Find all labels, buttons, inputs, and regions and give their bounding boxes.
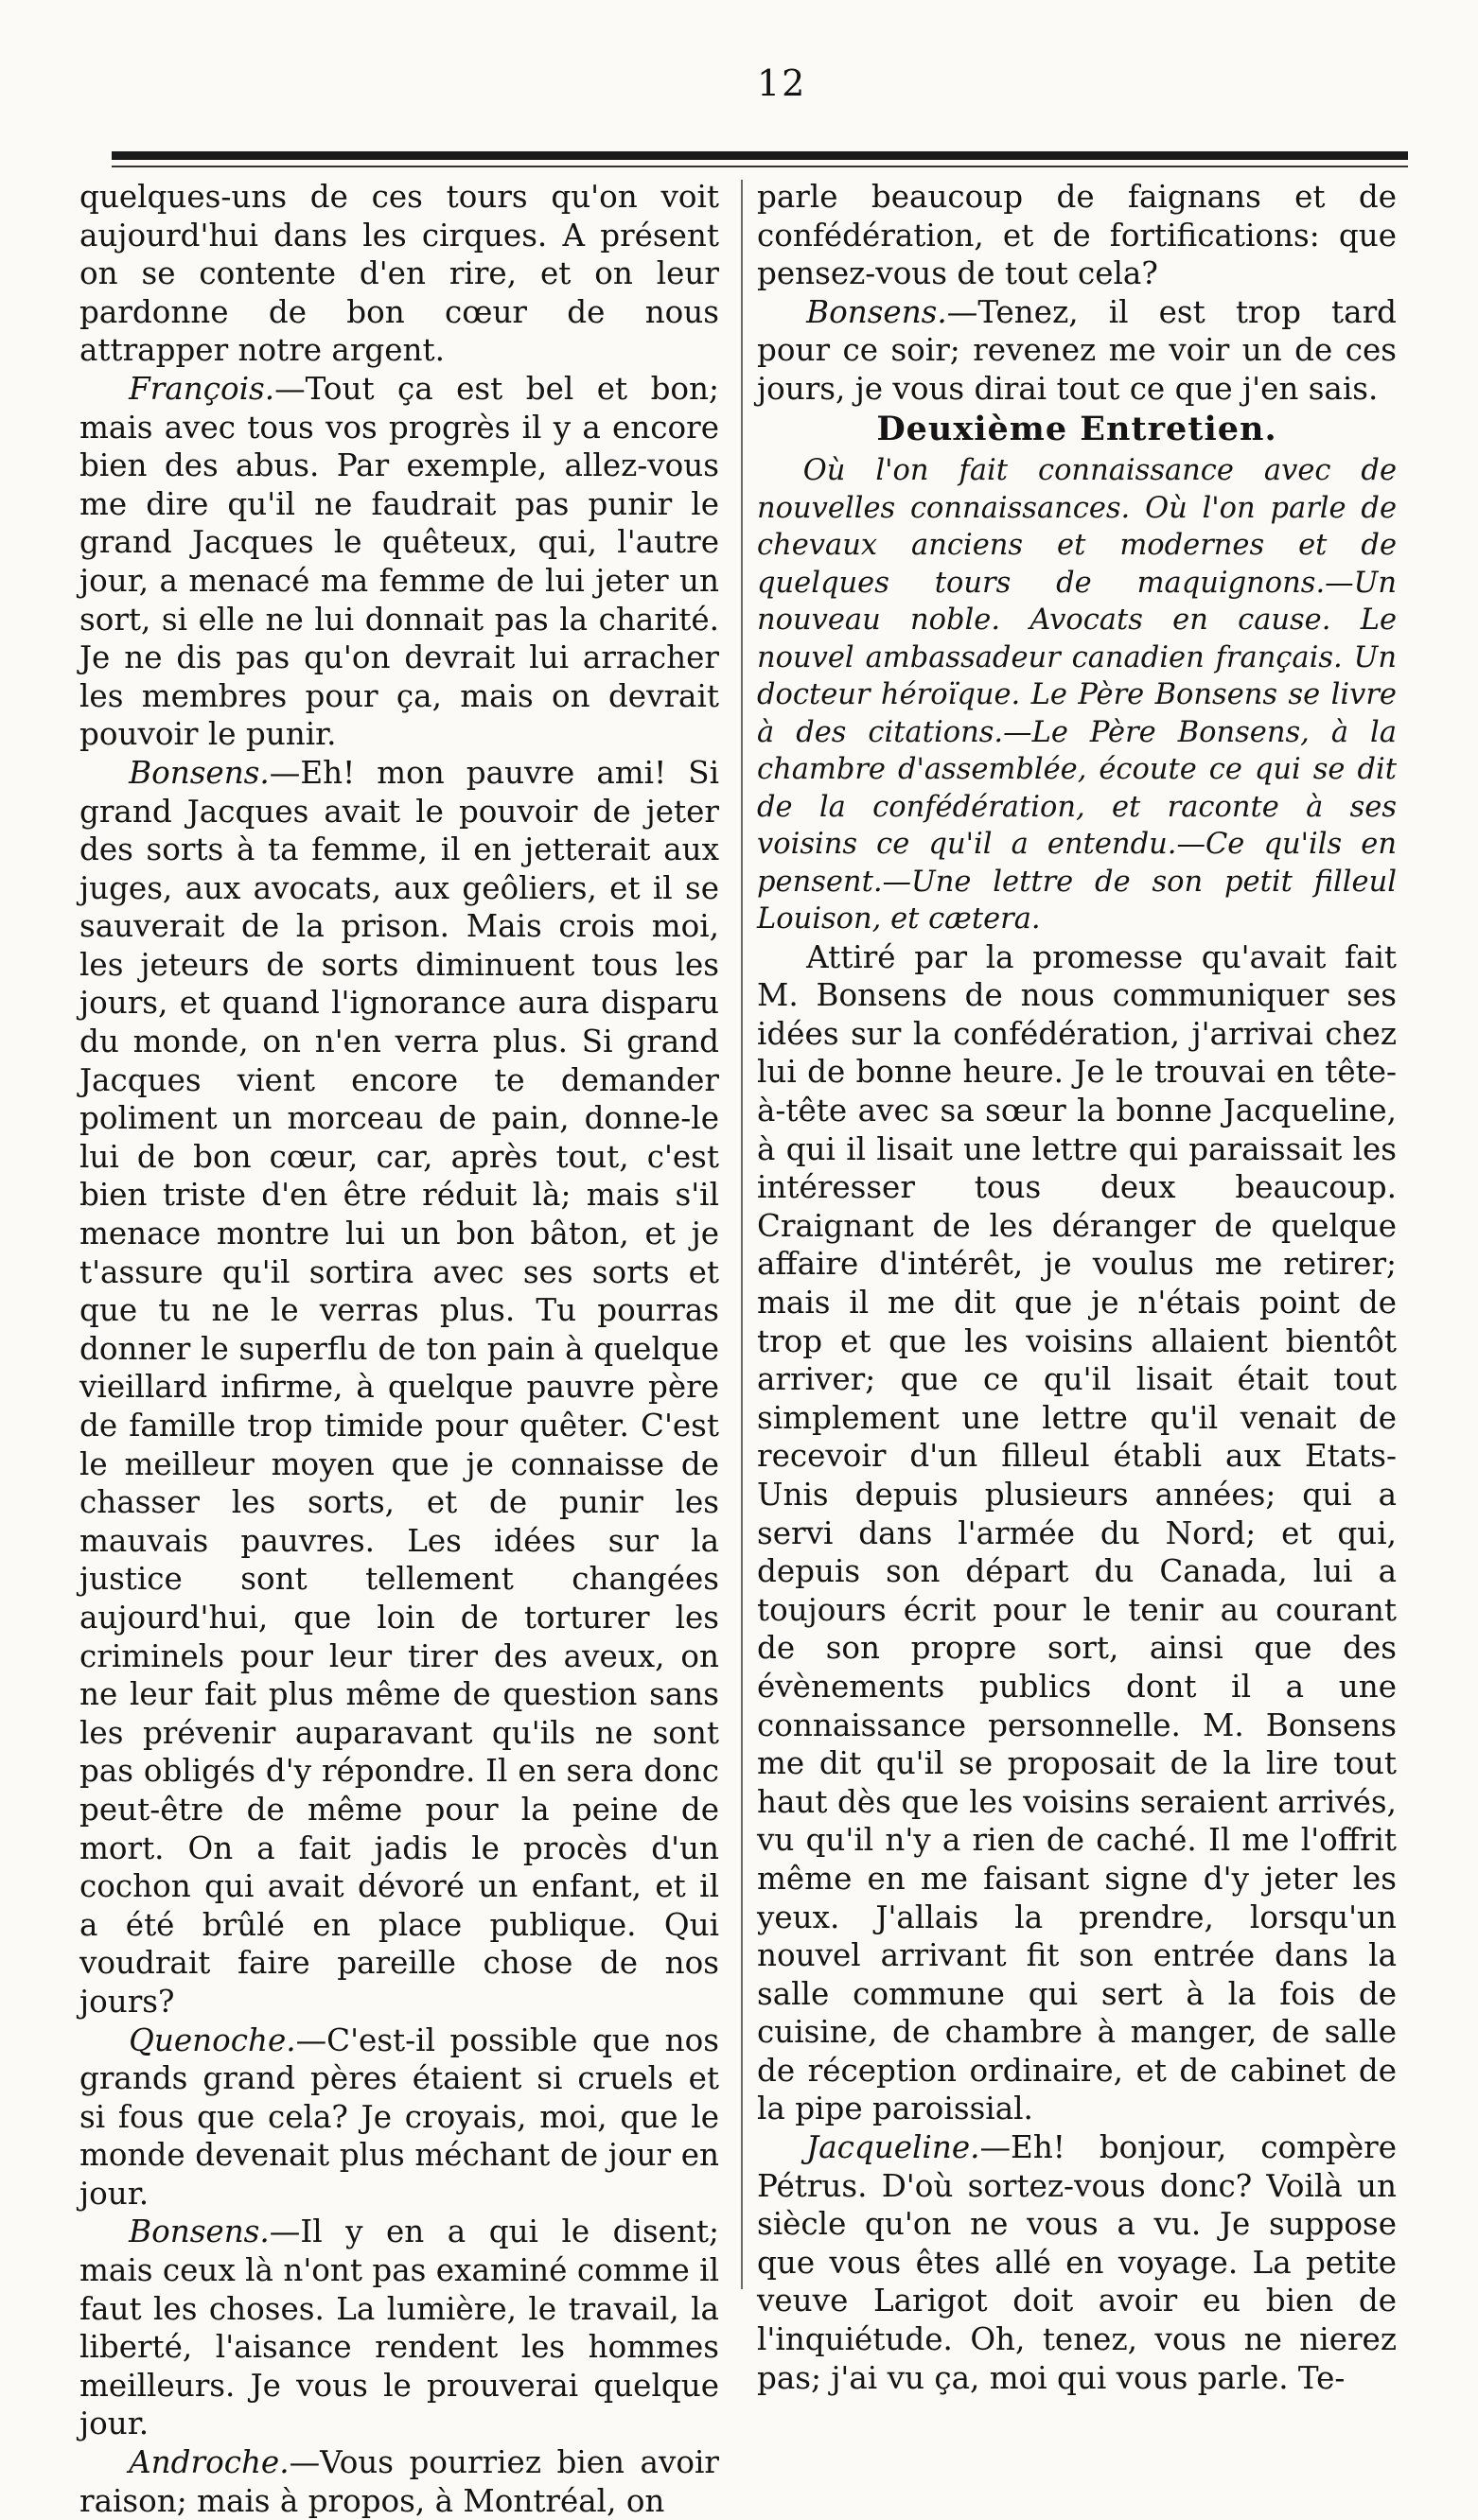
page-number: 12 [757, 62, 807, 104]
dialogue-paragraph: François.—Tout ça est bel et bon; mais avec tous vos progrès il y a encore bien des abus. Par exemple, allez-vous me dire qu'il ne faudrait pas punir le grand Jacques le quêteux, qui, l'autre jour, a menacé ma femme de lui jeter un sort, si elle ne lui donnait pas la charité. Je ne dis pas qu'on devrait lui arracher les membres pour ça, mais on devrait pouvoir le punir. [79, 370, 719, 753]
right-column [757, 178, 1397, 2397]
dialogue-paragraph: Quenoche.—C'est-il possible que nos grands grand pères étaient si cruels et si fous que cela? Je croyais, moi, que le monde devenait plus méchant de jour en jour. [79, 2021, 719, 2212]
speaker-name: Quenoche. [129, 2021, 296, 2058]
column-divider [741, 180, 743, 2289]
left-column [79, 178, 719, 2520]
dialogue-paragraph: Bonsens.—Il y en a qui le disent; mais ceux là n'ont pas examiné comme il faut les choses. La lumière, le travail, la liberté, l'aisance rendent les hommes meilleurs. Je vous le prouverai quelque jour. [79, 2214, 719, 2442]
paragraph: parle beaucoup de faignans et de confédération, et de fortifications: que pensez-vous de tout cela? [757, 179, 1397, 292]
dialogue-paragraph: Jacqueline.—Eh! bonjour, compère Pétrus. D'où sortez-vous donc? Voilà un siècle qu'on ne vous a vu. Je suppose que vous êtes allé en voyage. La petite veuve Larigot doit avoir eu bien de l'inquiétude. Oh, tenez, vous ne nierez pas; j'ai vu ça, moi qui vous parle. Te- [757, 2129, 1397, 2396]
dialogue-paragraph: Bonsens.—Eh! mon pauvre ami! Si grand Jacques avait le pouvoir de jeter des sorts à ta femme, il en jetterait aux juges, aux avocats, aux geôliers, et il se sauverait de la prison. Mais crois moi, les jeteurs de sorts diminuent tous les jours, et quand l'ignorance aura disparu du monde, on n'en verra plus. Si grand Jacques vient encore te demander poliment un morceau de pain, donne-le lui de bon cœur, car, après tout, c'est bien triste d'en être réduit là; mais s'il menace montre lui un bon bâton, et je t'assure qu'il sortira avec ses sorts et que tu ne le verras plus. Tu pourras donner le superflu de ton pain à quelque vieillard infirme, à quelque pauvre père de famille trop timide pour quêter. C'est le meilleur moyen que je connaisse de chasser les sorts, et de punir les mauvais pauvres. Les idées sur la justice sont tellement changées aujourd'hui, que loin de torturer les criminels pour leur tirer des aveux, on ne leur fait plus même de question sans les prévenir auparavant qu'ils ne sont pas obligés d'y répondre. Il en sera donc peut-être de même pour la peine de mort. On a fait jadis le procès d'un cochon qui avait dévoré un enfant, et il a été brûlé en place publique. Qui voudrait faire pareille chose de nos jours? [79, 754, 719, 2020]
speaker-name: Jacqueline. [806, 2129, 980, 2166]
header-rule-thin [112, 166, 1408, 167]
section-heading: Deuxième Entretien. [876, 409, 1277, 448]
chapter-summary: Où l'on fait connaissance avec de nouvelles connaissances. Où l'on parle de chevaux anciens et modernes et de quelques tours de maquignons.—Un nouveau noble. Avocats en cause. Le nouvel ambassadeur canadien français. Un docteur héroïque. Le Père Bonsens se livre à des citations.—Le Père Bonsens, à la chambre d'assemblée, écoute ce qui se dit de la confédération, et raconte à ses voisins ce qu'il a entendu.—Ce qu'ils en pensent.—Une lettre de son petit filleul Louison, et cætera. [757, 454, 1397, 936]
speaker-name: Bonsens. [806, 293, 947, 330]
header-rule-thick [112, 151, 1408, 160]
speaker-name: Bonsens. [129, 2214, 270, 2250]
paragraph: quelques-uns de ces tours qu'on voit aujourd'hui dans les cirques. A présent on se contente d'en rire, et on leur pardonne de bon cœur de nous attrapper notre argent. [79, 179, 719, 369]
speaker-name: Bonsens. [129, 754, 270, 791]
dialogue-paragraph: Androche.—Vous pourriez bien avoir raison; mais à propos, à Montréal, on [79, 2444, 719, 2519]
dialogue-paragraph: Bonsens.—Tenez, il est trop tard pour ce soir; revenez me voir un de ces jours, je vous dirai tout ce que j'en sais. [757, 293, 1397, 407]
speaker-name: François. [129, 370, 275, 407]
speaker-name: Androche. [129, 2444, 290, 2481]
paragraph: Attiré par la promesse qu'avait fait M. Bonsens de nous communiquer ses idées sur la confédération, j'arrivai chez lui de bonne heure. Je le trouvai en tête-à-tête avec sa sœur la bonne Jacqueline, à qui il lisait une lettre qui paraissait les intéresser tous deux beaucoup. Craignant de les déranger de quelque affaire d'intérêt, je voulus me retirer; mais il me dit que je n'étais point de trop et que les voisins allaient bientôt arriver; que ce qu'il lisait était tout simplement une lettre qu'il venait de recevoir d'un filleul établi aux Etats-Unis depuis plusieurs années; qui a servi dans l'armée du Nord; et qui, depuis son départ du Canada, lui a toujours écrit pour le tenir au courant de son propre sort, ainsi que des évènements publics dont il a une connaissance personnelle. M. Bonsens me dit qu'il se proposait de la lire tout haut dès que les voisins seraient arrivés, vu qu'il n'y a rien de caché. Il me l'offrit même en me faisant signe d'y jeter les yeux. J'allais la prendre, lorsqu'un nouvel arrivant fit son entrée dans la salle commune qui sert à la fois de cuisine, de chambre à manger, de salle de réception ordinaire, et de cabinet de la pipe paroissial. [757, 938, 1397, 2127]
